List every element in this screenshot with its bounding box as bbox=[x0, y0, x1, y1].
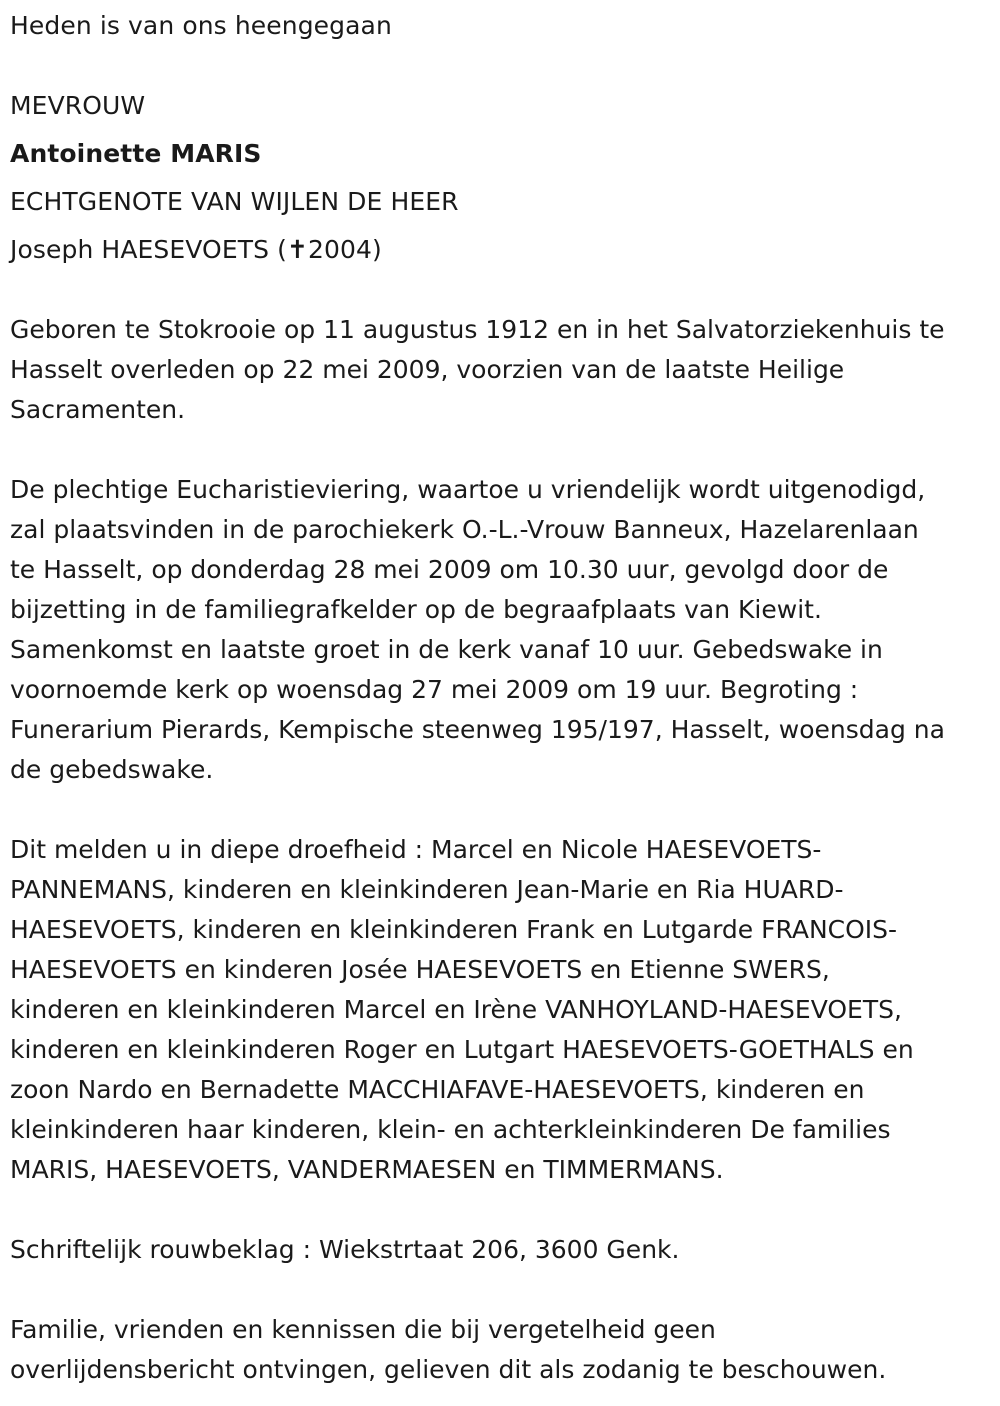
ceremony-line: bijzetting in de familiegrafkelder op de begraafplaats van Kiewit. bbox=[10, 595, 822, 624]
notice-line: overlijdensbericht ontvingen, gelieven dit als zodanig te beschouwen. bbox=[10, 1355, 887, 1384]
family-line: HAESEVOETS, kinderen en kleinkinderen Frank en Lutgarde FRANCOIS- bbox=[10, 915, 898, 944]
intro-text: Heden is van ons heengegaan bbox=[10, 11, 392, 40]
birth-paragraph bbox=[10, 310, 995, 430]
family-line: MARIS, HAESEVOETS, VANDERMAESEN en TIMMERMANS. bbox=[10, 1155, 724, 1184]
notice-paragraph bbox=[10, 1310, 995, 1390]
ceremony-line: zal plaatsvinden in de parochiekerk O.-L.-Vrouw Banneux, Hazelarenlaan bbox=[10, 515, 919, 544]
obituary-document bbox=[10, 0, 995, 1390]
title-text: MEVROUW bbox=[10, 91, 146, 120]
family-line: Dit melden u in diepe droefheid : Marcel en Nicole HAESEVOETS- bbox=[10, 835, 822, 864]
deceased-name: Antoinette MARIS bbox=[10, 139, 262, 168]
relation-text: ECHTGENOTE VAN WIJLEN DE HEER bbox=[10, 187, 459, 216]
family-line: kinderen en kleinkinderen Roger en Lutgart HAESEVOETS-GOETHALS en bbox=[10, 1035, 914, 1064]
family-line: HAESEVOETS en kinderen Josée HAESEVOETS en Etienne SWERS, bbox=[10, 955, 830, 984]
ceremony-line: Samenkomst en laatste groet in de kerk vanaf 10 uur. Gebedswake in bbox=[10, 635, 883, 664]
ceremony-paragraph bbox=[10, 470, 995, 790]
ceremony-line: de gebedswake. bbox=[10, 755, 214, 784]
family-paragraph bbox=[10, 830, 995, 1190]
family-line: kinderen en kleinkinderen Marcel en Irène VANHOYLAND-HAESEVOETS, bbox=[10, 995, 902, 1024]
family-line: zoon Nardo en Bernadette MACCHIAFAVE-HAESEVOETS, kinderen en bbox=[10, 1075, 865, 1104]
ceremony-line: Funerarium Pierards, Kempische steenweg 195/197, Hasselt, woensdag na bbox=[10, 715, 945, 744]
ceremony-line: voornoemde kerk op woensdag 27 mei 2009 om 19 uur. Begroting : bbox=[10, 675, 859, 704]
ceremony-line: De plechtige Eucharistieviering, waartoe u vriendelijk wordt uitgenodigd, bbox=[10, 475, 926, 504]
family-line: kleinkinderen haar kinderen, klein- en achterkleinkinderen De families bbox=[10, 1115, 891, 1144]
notice-line: Familie, vrienden en kennissen die bij vergetelheid geen bbox=[10, 1315, 716, 1344]
condolence-line: Schriftelijk rouwbeklag : Wiekstrtaat 206, 3600 Genk. bbox=[10, 1235, 680, 1264]
birth-line: Geboren te Stokrooie op 11 augustus 1912 en in het Salvatorziekenhuis te bbox=[10, 315, 945, 344]
family-line: PANNEMANS, kinderen en kleinkinderen Jean-Marie en Ria HUARD- bbox=[10, 875, 844, 904]
birth-line: Hasselt overleden op 22 mei 2009, voorzien van de laatste Heilige bbox=[10, 355, 845, 384]
birth-line: Sacramenten. bbox=[10, 395, 186, 424]
ceremony-line: te Hasselt, op donderdag 28 mei 2009 om 10.30 uur, gevolgd door de bbox=[10, 555, 889, 584]
spouse-name: Joseph HAESEVOETS (✝2004) bbox=[10, 235, 382, 264]
condolence-paragraph bbox=[10, 1230, 995, 1270]
